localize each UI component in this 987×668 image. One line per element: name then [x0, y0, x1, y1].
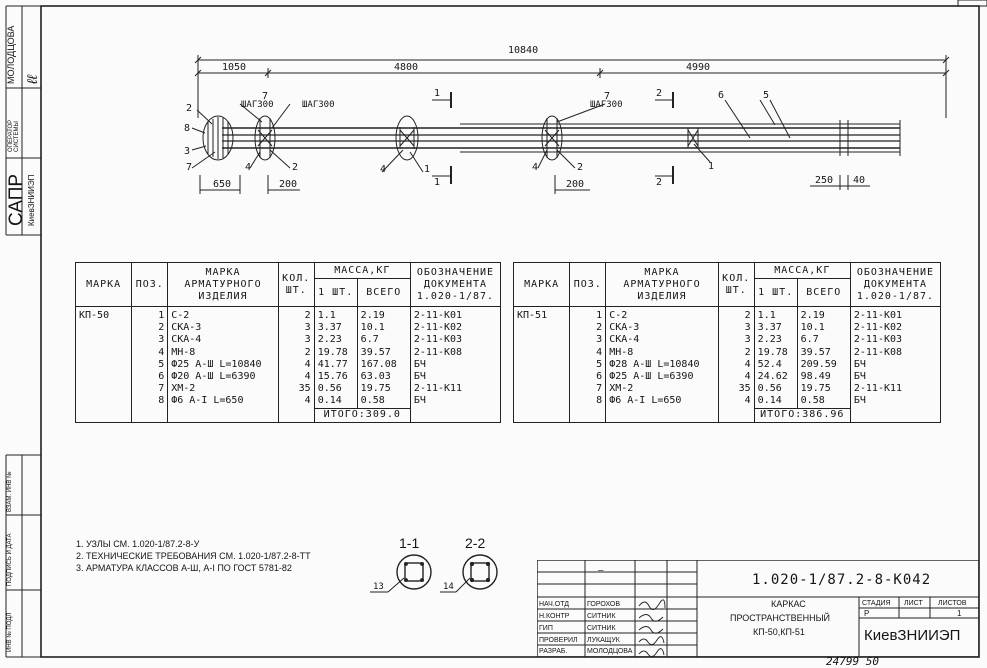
cell-one: 19.78 [757, 346, 788, 358]
role: ГИП [539, 625, 553, 632]
cell-one: 2.23 [757, 334, 782, 346]
cell-all: 10.1 [800, 322, 825, 334]
step-label-3: ШАГ300 [590, 100, 623, 110]
cell-doc: 2-11-К03 [853, 334, 903, 346]
cell-qty: 2 [744, 346, 751, 358]
hdr-qty: КОЛ. ШТ. [278, 263, 314, 307]
title-line-3: КП-50,КП-51 [753, 627, 805, 637]
table-total: ИТОГО:386.96 [754, 408, 850, 422]
cell-qty: 35 [298, 383, 311, 395]
inv-label-2: ПОДПИСЬ И ДАТА [7, 533, 13, 586]
cell-qty: 4 [744, 370, 751, 382]
cell-items: СКА-4 [609, 334, 640, 346]
cell-doc: 2-11-К02 [413, 322, 463, 334]
pos-label: 1 [708, 161, 715, 172]
role: Н.КОНТР [539, 613, 570, 620]
cell-items: Ф20 А-Ш L=6390 [171, 370, 256, 382]
cell-qty: 3 [304, 322, 311, 334]
cell-items: ХМ-2 [609, 383, 634, 395]
pos-label: 2 [577, 162, 584, 173]
cell-doc: БЧ [413, 395, 426, 407]
pos-label: 4 [380, 164, 387, 175]
col-doc [410, 307, 500, 423]
cell-all: 6.7 [360, 334, 379, 346]
cell-all: 19.75 [360, 383, 391, 395]
cell-items: Ф6 А-I L=650 [609, 395, 682, 407]
hdr-mark: МАРКА [76, 263, 132, 307]
pos-label: 4 [532, 162, 539, 173]
table-total: ИТОГО:309.0 [314, 408, 410, 422]
cell-doc: 2-11-К08 [413, 346, 463, 358]
section-mark: 1 [434, 177, 441, 188]
cell-one: 52.4 [757, 358, 782, 370]
dim-1050: 1050 [222, 62, 247, 73]
organization: КиевЗНИИЭП [864, 627, 961, 644]
cell-one: 0.56 [317, 383, 342, 395]
cell-pos: 8 [158, 395, 165, 407]
cell-one: 0.14 [317, 395, 342, 407]
hdr-pos: ПОЗ. [132, 263, 168, 307]
cell-one: 3.37 [317, 322, 342, 334]
pos-label: 7 [186, 162, 193, 173]
pos-label: 1 [424, 164, 431, 175]
sapr-label: САПР [6, 173, 27, 226]
cell-qty: 4 [744, 358, 751, 370]
cell-qty: 35 [738, 383, 751, 395]
title-line-2: ПРОСТРАНСТВЕННЫЙ [730, 613, 831, 623]
sheets-value: 1 [957, 609, 962, 618]
dim-250: 250 [815, 175, 834, 186]
section-views [370, 548, 510, 598]
pos-label: 2 [292, 162, 299, 173]
stage-header: СТАДИЯ [862, 600, 891, 607]
hdr-mark: МАРКА [514, 263, 570, 307]
cell-qty: 3 [744, 322, 751, 334]
hdr-mass: МАССА,КГ [754, 263, 850, 279]
cell-items: Ф6 А-I L=650 [171, 395, 244, 407]
section-mark: 2 [656, 177, 663, 188]
cell-one: 2.23 [317, 334, 342, 346]
cell-doc: БЧ [853, 358, 866, 370]
cell-all: 39.57 [360, 346, 391, 358]
pos-label: 7 [604, 91, 611, 102]
person: СИТНИК [587, 613, 616, 620]
cell-doc: БЧ [413, 358, 426, 370]
cell-qty: 3 [744, 334, 751, 346]
cell-pos: 6 [158, 370, 165, 382]
cell-doc: 2-11-К08 [853, 346, 903, 358]
cell-qty: 2 [304, 310, 311, 321]
section-2-title: 2-2 [465, 535, 486, 551]
signatures [636, 598, 668, 658]
person: ЛУКАЩУК [587, 637, 620, 644]
document-code: 1.020-1/87.2-8-К042 [752, 572, 932, 588]
cell-pos: 8 [596, 395, 603, 407]
col-items [168, 307, 279, 423]
cell-all: 63.03 [360, 370, 391, 382]
dim-650: 650 [213, 179, 232, 190]
dim-4800: 4800 [394, 62, 419, 73]
notes-block [76, 538, 311, 574]
section-callout-13: 13 [373, 582, 384, 592]
cell-doc: БЧ [853, 395, 866, 407]
cell-pos: 5 [158, 358, 165, 370]
stamp-dash: — [598, 566, 604, 576]
cell-pos: 7 [596, 383, 603, 395]
step-label-2: ШАГ300 [302, 100, 335, 110]
cell-doc: 2-11-К11 [413, 383, 463, 395]
cell-items: Ф25 А-Ш L=10840 [171, 358, 262, 370]
inv-label-1: ВЗАМ. ИНВ № [7, 471, 13, 512]
col-all [357, 307, 410, 409]
cell-one: 19.78 [317, 346, 348, 358]
person: МОЛОДЦОВА [587, 648, 633, 655]
col-items [606, 307, 719, 423]
cell-qty: 4 [744, 395, 751, 407]
cell-qty: 4 [304, 395, 311, 407]
cell-all: 19.75 [800, 383, 831, 395]
cell-qty: 2 [304, 346, 311, 358]
cell-one: 0.56 [757, 383, 782, 395]
cell-pos: 6 [596, 370, 603, 382]
pos-label: 8 [184, 123, 191, 134]
cell-pos: 3 [158, 334, 165, 346]
person: ГОРОХОВ [587, 601, 621, 608]
cell-one: 3.37 [757, 322, 782, 334]
cell-items: МН-8 [171, 346, 196, 358]
spec-table-kp50 [75, 262, 501, 423]
cell-doc: 2-11-К11 [853, 383, 903, 395]
cell-one: 15.76 [317, 370, 348, 382]
cell-pos: 2 [158, 322, 165, 334]
hdr-item: МАРКА АРМАТУРНОГО ИЗДЕЛИЯ [606, 263, 719, 307]
cell-one: 1.1 [317, 310, 336, 321]
checker-signature: ℓℓ [24, 74, 40, 84]
cell-pos: 1 [158, 310, 165, 321]
spec-table-kp51 [513, 262, 941, 423]
cell-items: ХМ-2 [171, 383, 196, 395]
hdr-mass-all: ВСЕГО [797, 279, 850, 307]
cell-doc: БЧ [413, 370, 426, 382]
stage-value: Р [864, 609, 870, 618]
hdr-doc: ОБОЗНАЧЕНИЕ ДОКУМЕНТА 1.020-1/87. [410, 263, 500, 307]
cell-all: 98.49 [800, 370, 831, 382]
cell-qty: 4 [304, 370, 311, 382]
dim-200-a: 200 [279, 179, 298, 190]
hdr-qty: КОЛ. ШТ. [718, 263, 754, 307]
role: ПРОВЕРИЛ [539, 637, 578, 644]
cell-doc: 2-11-К01 [413, 310, 463, 321]
cell-all: 6.7 [800, 334, 819, 346]
col-qty [278, 307, 314, 423]
cell-items: МН-8 [609, 346, 634, 358]
cell-one: 41.77 [317, 358, 348, 370]
section-1-title: 1-1 [399, 535, 420, 551]
cell-items: Ф25 А-Ш L=6390 [609, 370, 694, 382]
cell-pos: 4 [596, 346, 603, 358]
cell-pos: 7 [158, 383, 165, 395]
col-one [754, 307, 797, 409]
cell-all: 209.59 [800, 358, 837, 370]
pos-label: 2 [186, 103, 193, 114]
col-pos [132, 307, 168, 423]
cell-all: 0.58 [360, 395, 385, 407]
cell-doc: 2-11-К01 [853, 310, 903, 321]
cell-all: 39.57 [800, 346, 831, 358]
step-label-1: ШАГ300 [241, 100, 274, 110]
cell-mark: КП-51 [514, 307, 570, 423]
cell-items: С-2 [609, 310, 628, 321]
cell-one: 1.1 [757, 310, 776, 321]
hdr-mass-one: 1 ШТ. [314, 279, 357, 307]
cell-all: 10.1 [360, 322, 385, 334]
cell-pos: 5 [596, 358, 603, 370]
hdr-pos: ПОЗ. [570, 263, 606, 307]
dim-total: 10840 [508, 45, 539, 56]
operator-label: ОПЕРАТОР СИСТЕМЫ [8, 119, 20, 152]
pos-label: 3 [184, 146, 191, 157]
inv-label-3: ИНВ № ПОДЛ [7, 612, 13, 652]
cell-all: 2.19 [360, 310, 385, 321]
cell-pos: 1 [596, 310, 603, 321]
hdr-item: МАРКА АРМАТУРНОГО ИЗДЕЛИЯ [168, 263, 279, 307]
cell-items: СКА-3 [171, 322, 202, 334]
cell-qty: 4 [304, 358, 311, 370]
note-line: 2. ТЕХНИЧЕСКИЕ ТРЕБОВАНИЯ СМ. 1.020-1/87.2-8-ТТ [76, 551, 311, 561]
pos-label: 4 [245, 162, 252, 173]
role: РАЗРАБ. [539, 648, 568, 655]
title-line-1: КАРКАС [771, 599, 806, 609]
cell-items: СКА-4 [171, 334, 202, 346]
cell-items: СКА-3 [609, 322, 640, 334]
cage-elevation [0, 0, 987, 240]
note-line: 1. УЗЛЫ СМ. 1.020-1/87.2-8-У [76, 539, 200, 549]
cell-doc: 2-11-К03 [413, 334, 463, 346]
checker-name: МОЛОДЦОВА [6, 25, 16, 84]
pos-label: 7 [262, 91, 269, 102]
cell-all: 0.58 [800, 395, 825, 407]
col-qty [718, 307, 754, 423]
dim-4990: 4990 [686, 62, 711, 73]
role: НАЧ.ОТД [539, 601, 570, 608]
cell-all: 2.19 [800, 310, 825, 321]
cell-doc: БЧ [853, 370, 866, 382]
hdr-mass: МАССА,КГ [314, 263, 410, 279]
cell-all: 167.08 [360, 358, 397, 370]
sheets-header: ЛИСТОВ [938, 600, 967, 607]
section-mark: 2 [656, 88, 663, 99]
pos-label: 5 [763, 90, 770, 101]
sapr-institute: КиевЗНИИЭП [27, 174, 36, 226]
dim-200-b: 200 [566, 179, 585, 190]
col-doc [850, 307, 940, 423]
section-callout-14: 14 [443, 582, 454, 592]
cell-items: С-2 [171, 310, 190, 321]
col-pos [570, 307, 606, 423]
cell-one: 24.62 [757, 370, 788, 382]
cell-one: 0.14 [757, 395, 782, 407]
pos-label: 6 [718, 90, 725, 101]
dim-40: 40 [853, 175, 866, 186]
col-one [314, 307, 357, 409]
cell-doc: 2-11-К02 [853, 322, 903, 334]
hdr-mass-one: 1 ШТ. [754, 279, 797, 307]
cell-mark: КП-50 [76, 307, 132, 423]
hdr-doc: ОБОЗНАЧЕНИЕ ДОКУМЕНТА 1.020-1/87. [850, 263, 940, 307]
cell-items: Ф28 А-Ш L=10840 [609, 358, 700, 370]
section-mark: 1 [434, 88, 441, 99]
cell-qty: 3 [304, 334, 311, 346]
cell-pos: 4 [158, 346, 165, 358]
person: СИТНИК [587, 625, 616, 632]
cell-qty: 2 [744, 310, 751, 321]
cell-pos: 2 [596, 322, 603, 334]
hdr-mass-all: ВСЕГО [357, 279, 410, 307]
archive-number: 24799 50 [826, 655, 879, 668]
col-all [797, 307, 850, 409]
cell-pos: 3 [596, 334, 603, 346]
sheet-header: ЛИСТ [904, 600, 923, 607]
note-line: 3. АРМАТУРА КЛАССОВ А-Ш, А-I ПО ГОСТ 5781-82 [76, 563, 292, 573]
